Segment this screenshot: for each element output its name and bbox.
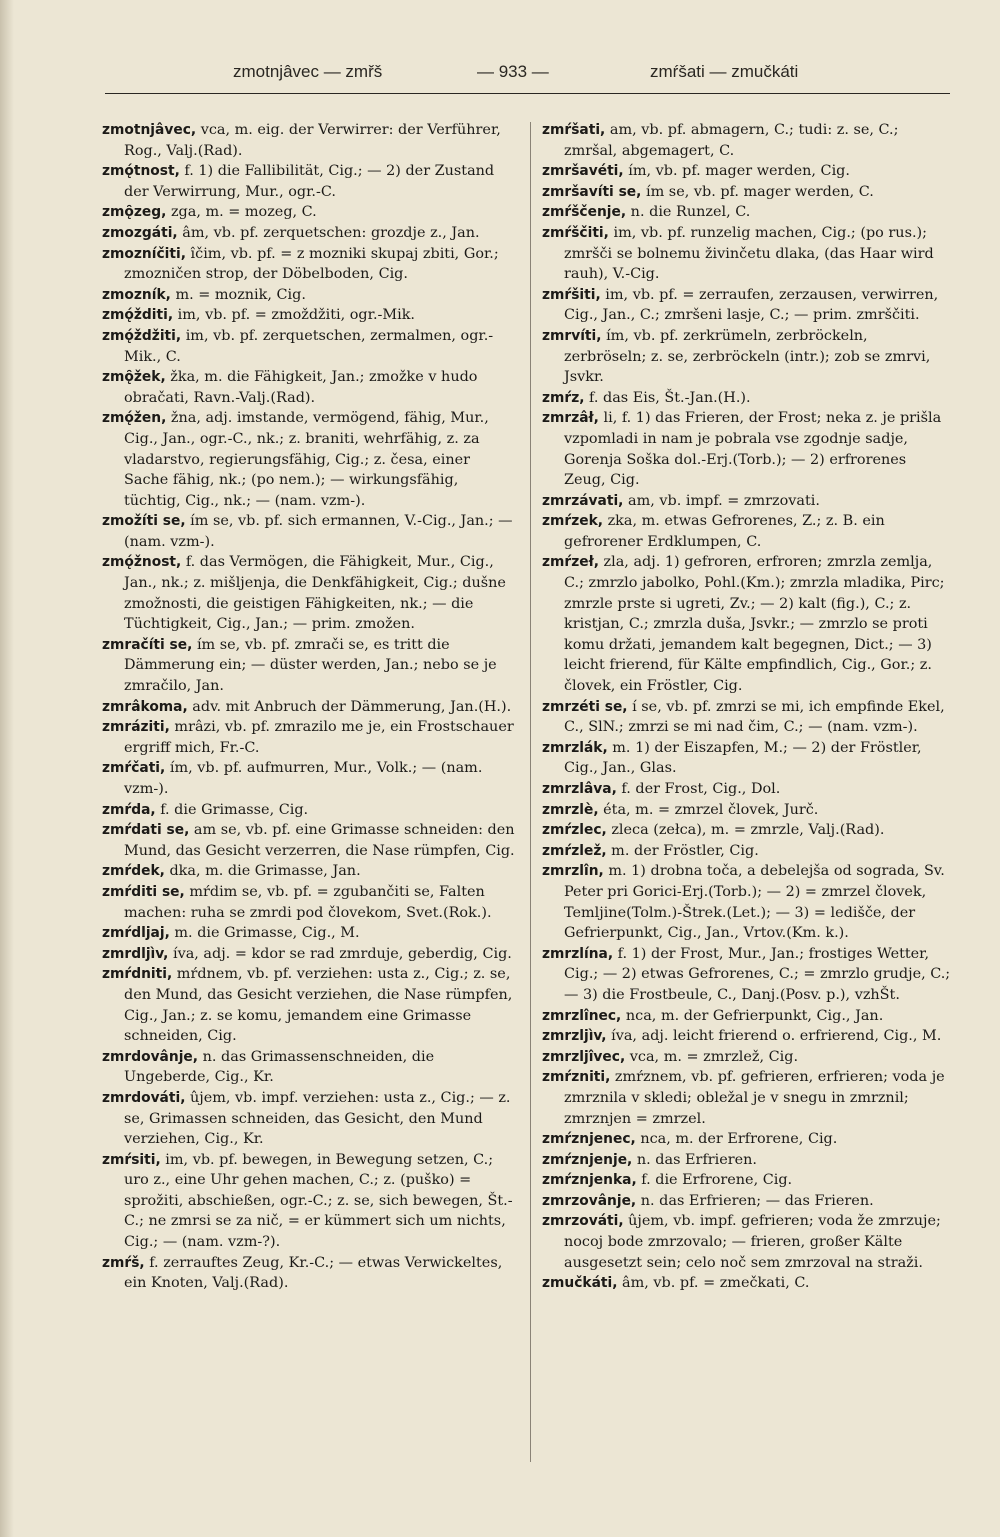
entry-headword: zmŕzniti, <box>542 1069 611 1086</box>
entry-definition: zleca (zełca), m. = zmrzle, Valj.(Rad). <box>606 822 885 839</box>
dictionary-entry <box>102 223 516 244</box>
dictionary-entry <box>102 326 516 367</box>
dictionary-entry <box>542 1006 952 1027</box>
entry-headword: zmrzlîn, <box>542 863 604 880</box>
entry-headword: zmotnjâvec, <box>102 122 197 138</box>
entry-definition: íva, adj. leicht frierend o. erfrierend, Cig., M. <box>606 1028 942 1045</box>
left-column <box>102 120 516 1294</box>
dictionary-entry <box>102 882 516 923</box>
entry-definition: n. die Runzel, C. <box>626 204 751 221</box>
entry-headword: zmŕz, <box>542 389 585 406</box>
dictionary-entry <box>542 944 952 1006</box>
dictionary-entry <box>542 1273 952 1294</box>
entry-definition: im, vb. pf. runzelig machen, Cig.; (po rus.); zmršči se bolnemu živinčetu dlaka, (das Haar wird rauh), V.-Cig. <box>564 224 934 283</box>
entry-headword: zmrzlînec, <box>542 1007 622 1024</box>
dictionary-entry <box>102 697 516 718</box>
entry-headword: zmrzljìv, <box>542 1028 607 1045</box>
entry-headword: zmrzlák, <box>542 739 608 756</box>
entry-headword: zmrvíti, <box>542 327 602 344</box>
entry-definition: m. die Grimasse, Cig., M. <box>169 925 360 942</box>
dictionary-entry <box>542 1026 952 1047</box>
entry-definition: mŕdim se, vb. pf. = zgubančiti se, Falten machen: ruha se zmrdi pod človekom, Svet.(Rok.). <box>124 883 492 921</box>
entry-headword: zmrâkoma, <box>102 698 188 715</box>
page-edge-shadow <box>0 0 14 1537</box>
entry-definition: žka, m. die Fähigkeit, Jan.; zmožke v hudo obračati, Ravn.-Valj.(Rad). <box>124 369 478 406</box>
entry-definition: im, vb. pf. = zmoždžiti, ogr.-Mik. <box>173 307 416 324</box>
dictionary-entry <box>542 491 952 512</box>
entry-headword: zmozníčiti, <box>102 245 186 262</box>
dictionary-entry <box>542 779 952 800</box>
entry-definition: îčim, vb. pf. = z mozniki skupaj zbiti, Gor.; zmozničen strop, der Döbelboden, Cig. <box>124 245 499 283</box>
entry-definition: li, f. 1) das Frieren, der Frost; neka z. je prišla vzpomladi in nam je pobrala vse zgodnje sadje, Gorenja Soška dol.-Erj.(Torb.); — 2) erfrorenes Zeug, Cig. <box>564 410 942 489</box>
dictionary-entry <box>102 161 516 202</box>
dictionary-entry <box>102 305 516 326</box>
entry-headword: zmozgáti, <box>102 224 178 241</box>
entry-headword: zmŕsiti, <box>102 1151 161 1168</box>
dictionary-entry <box>542 820 952 841</box>
entry-headword: zmŕzeł, <box>542 554 599 571</box>
entry-definition: im, vb. pf. zerquetschen, zermalmen, ogr.-Mik., C. <box>124 327 494 365</box>
entry-headword: zmrzljîvec, <box>542 1048 626 1065</box>
entry-definition: âm, vb. pf. = zmečkati, C. <box>617 1275 810 1292</box>
right-column <box>542 120 952 1294</box>
dictionary-entry <box>542 1047 952 1068</box>
dictionary-entry <box>542 738 952 779</box>
dictionary-entry <box>542 697 952 738</box>
entry-definition: am, vb. impf. = zmrzovati. <box>623 492 820 509</box>
entry-definition: am se, vb. pf. eine Grimasse schneiden: den Mund, das Gesicht verzerren, die Nase rümpfen, Cig. <box>124 822 515 859</box>
dictionary-entry <box>102 1150 516 1253</box>
entry-headword: zmožíti se, <box>102 513 186 530</box>
entry-definition: m. = moznik, Cig. <box>170 286 306 303</box>
entry-headword: zmŕčati, <box>102 760 166 777</box>
dictionary-entry <box>102 367 516 408</box>
entry-headword: zmŕznjenje, <box>542 1151 633 1168</box>
entry-definition: vca, m. = zmrzlež, Cig. <box>625 1048 799 1065</box>
entry-headword: zmrzávati, <box>542 492 624 509</box>
entry-headword: zmŕzek, <box>542 513 604 530</box>
column-divider <box>530 122 531 1462</box>
dictionary-entry <box>542 1170 952 1191</box>
entry-definition: f. das Vermögen, die Fähigkeit, Mur., Cig., Jan., nk.; z. mišljenja, die Denkfähigkeit, Cig.; dušne zmožnosti, die geistigen Fähigkeiten, nk.; — die Tüchtigkeit, Cig., Jan.; — prim. zmožen. <box>124 554 506 633</box>
entry-headword: zmŕšiti, <box>542 286 601 303</box>
entry-definition: ím se, vb. pf. zmrači se, es tritt die Dämmerung ein; — düster werden, Jan.; nebo se je zmračilo, Jan. <box>124 636 497 695</box>
dictionary-entry <box>102 964 516 1046</box>
dictionary-entry <box>102 944 516 965</box>
entry-headword: zmǫ́žen, <box>102 410 167 427</box>
dictionary-entry <box>102 758 516 799</box>
entry-definition: n. das Erfrieren; — das Frieren. <box>636 1192 874 1209</box>
header-left-guideword: zmotnjâvec — zmřš <box>233 62 383 81</box>
entry-headword: zmǫ́tnost, <box>102 163 180 180</box>
dictionary-entry <box>102 511 516 552</box>
entry-definition: žna, adj. imstande, vermögend, fähig, Mur., Cig., Jan., ogr.-C., nk.; z. braniti, wehrfähig, z. za vladarstvo, regierungsfähig, Cig.; z. česa, einer Sache fähig, nk.; (po nem.); — wirkungsfähig, tüchtig, Cig., nk.; — (nam. vzm-). <box>124 410 489 509</box>
dictionary-entry <box>542 841 952 862</box>
entry-headword: zmrzováti, <box>542 1213 624 1230</box>
entry-headword: zmrzâł, <box>542 410 599 427</box>
entry-headword: zmršavéti, <box>542 163 624 180</box>
entry-definition: nca, m. der Gefrierpunkt, Cig., Jan. <box>621 1007 884 1024</box>
entry-headword: zmǫ́žditi, <box>102 307 174 324</box>
dictionary-entry <box>102 923 516 944</box>
entry-definition: zka, m. etwas Gefrorenes, Z.; z. B. ein gefrorener Erdklumpen, C. <box>564 513 885 550</box>
entry-definition: dka, m. die Grimasse, Jan. <box>164 863 361 880</box>
entry-definition: m. der Fröstler, Cig. <box>606 842 759 859</box>
entry-headword: zmrzéti se, <box>542 698 628 715</box>
entry-definition: ím, vb. pf. zerkrümeln, zerbröckeln, zerbröseln; z. se, zerbröckeln (intr.); zob se zmrvi, Jsvkr. <box>564 327 931 386</box>
entry-definition: nca, m. der Erfrorene, Cig. <box>635 1131 838 1148</box>
dictionary-entry <box>102 717 516 758</box>
dictionary-entry <box>542 1129 952 1150</box>
entry-headword: zmŕdniti, <box>102 966 173 983</box>
dictionary-entry <box>542 861 952 943</box>
dictionary-entry <box>102 202 516 223</box>
entry-headword: zmŕščiti, <box>542 224 609 241</box>
dictionary-entry <box>542 800 952 821</box>
entry-headword: zmrzlína, <box>542 945 614 962</box>
entry-definition: ím, vb. pf. mager werden, Cig. <box>623 163 850 180</box>
dictionary-entry <box>542 1150 952 1171</box>
dictionary-entry <box>542 388 952 409</box>
entry-definition: mŕdnem, vb. pf. verziehen: usta z., Cig.; z. se, den Mund, das Gesicht verziehen, die Nase rümpfen, Cig., Jan.; z. se komu, jemandem eine Grimasse schneiden, Cig. <box>124 966 513 1045</box>
entry-definition: f. 1) die Fallibilität, Cig.; — 2) der Zustand der Verwirrung, Mur., ogr.-C. <box>124 163 495 200</box>
entry-definition: n. das Grimassenschneiden, die Ungeberde, Cig., Kr. <box>124 1048 435 1086</box>
entry-headword: zmršavíti se, <box>542 183 642 200</box>
dictionary-entry <box>102 285 516 306</box>
entry-headword: zmozník, <box>102 286 171 303</box>
dictionary-entry <box>542 552 952 696</box>
entry-definition: éta, m. = zmrzel človek, Jurč. <box>598 801 819 818</box>
entry-definition: í se, vb. pf. zmrzi se mi, ich empfinde Ekel, C., SlN.; zmrzi se mi nad čim, C.; — (nam. vzm-). <box>564 698 945 736</box>
dictionary-entry <box>542 1067 952 1129</box>
entry-headword: zmŕditi se, <box>102 883 185 900</box>
entry-definition: n. das Erfrieren. <box>632 1151 758 1168</box>
dictionary-entry <box>542 285 952 326</box>
dictionary-entry <box>542 326 952 388</box>
entry-definition: f. die Erfrorene, Cig. <box>636 1172 793 1189</box>
dictionary-entry <box>102 244 516 285</box>
entry-definition: âm, vb. pf. zerquetschen: grozdje z., Jan. <box>177 224 480 241</box>
page-number: — 933 — <box>477 62 549 81</box>
entry-headword: zmŕda, <box>102 801 156 818</box>
entry-headword: zmǫ́ždžiti, <box>102 327 182 344</box>
entry-headword: zmǫ̑žek, <box>102 369 166 386</box>
entry-headword: zmŕdljaj, <box>102 925 170 942</box>
dictionary-entry <box>542 120 952 161</box>
running-header <box>105 62 950 92</box>
entry-definition: f. der Frost, Cig., Dol. <box>616 781 781 797</box>
entry-headword: zmrzlâva, <box>542 781 617 797</box>
entry-headword: zmráziti, <box>102 719 170 736</box>
entry-headword: zmŕznjenec, <box>542 1131 636 1148</box>
header-right-guideword: zmŕšati — zmučkáti <box>650 62 799 81</box>
entry-headword: zmrdovânje, <box>102 1048 199 1065</box>
entry-headword: zmŕščenje, <box>542 204 627 221</box>
entry-definition: f. die Grimasse, Cig. <box>155 801 309 818</box>
entry-definition: f. das Eis, Št.-Jan.(H.). <box>584 389 751 406</box>
entry-definition: f. 1) der Frost, Mur., Jan.; frostiges Wetter, Cig.; — 2) etwas Gefrorenes, C.; = zmrzlo grudje, C.; — 3) die Frostbeule, C., Danj.(Posv. p.), vzhŠt. <box>564 945 951 1003</box>
entry-definition: ím se, vb. pf. sich ermannen, V.-Cig., Jan.; — (nam. vzm-). <box>124 513 513 550</box>
dictionary-entry <box>542 511 952 552</box>
dictionary-entry <box>102 1047 516 1088</box>
entry-definition: m. 1) drobna toča, a debelejša od sograda, Sv. Peter pri Gorici-Erj.(Torb.); — 2) = zmrzel človek, Temljine(Tolm.)-Štrek.(Let.); — 3) = ledišče, der Gefrierpunkt, Cig., Jan., Vrtov.(Km. k.). <box>564 863 945 942</box>
entry-headword: zmŕzlec, <box>542 822 607 839</box>
entry-definition: im, vb. pf. bewegen, in Bewegung setzen, C.; uro z., eine Uhr gehen machen, C.; z. (puško) = sprožiti, abschießen, ogr.-C.; z. se, sich bewegen, Št.-C.; ne zmrsi se za nič, = er kümmert sich um nichts, Cig.; — (nam. vzm-?). <box>124 1151 513 1251</box>
header-rule <box>105 93 950 94</box>
dictionary-entry <box>102 408 516 511</box>
entry-definition: mrâzi, vb. pf. zmrazilo me je, ein Frostschauer ergriff mich, Fr.-C. <box>124 719 514 756</box>
dictionary-entry <box>542 223 952 285</box>
dictionary-entry <box>102 861 516 882</box>
entry-definition: ím, vb. pf. aufmurren, Mur., Volk.; — (nam. vzm-). <box>124 760 483 797</box>
dictionary-entry <box>102 635 516 697</box>
entry-definition: zla, adj. 1) gefroren, erfroren; zmrzla zemlja, C.; zmrzlo jabolko, Pohl.(Km.); zmrzla mladika, Pirc; zmrzle prste si ugreti, Zv.; — 2) kalt (fig.), C.; z. kristjan, C.; zmrzla duša, Jsvkr.; — zmrzlo se proti komu držati, jemandem kalt begegnen, Dict.; — 3) leicht frierend, für Kälte empfindlich, Cig., Gor.; z. človek, ein Fröstler, Cig. <box>564 554 945 695</box>
entry-headword: zmrzlè, <box>542 801 599 818</box>
entry-headword: zmračíti se, <box>102 636 193 653</box>
dictionary-entry <box>102 120 516 161</box>
entry-headword: zmŕšati, <box>542 122 606 138</box>
dictionary-entry <box>102 800 516 821</box>
entry-headword: zmŕdek, <box>102 863 165 880</box>
entry-headword: zmŕdati se, <box>102 822 190 839</box>
entry-headword: zmučkáti, <box>542 1275 618 1292</box>
entry-headword: zmrdováti, <box>102 1089 186 1106</box>
dictionary-entry <box>102 820 516 861</box>
entry-headword: zmǫ́žnost, <box>102 554 182 571</box>
entry-definition: f. zerrauftes Zeug, Kr.-C.; — etwas Verwickeltes, ein Knoten, Valj.(Rad). <box>124 1254 503 1292</box>
entry-definition: ûjem, vb. impf. gefrieren; voda že zmrzuje; nocoj bode zmrzovalo; — frieren, großer Kälte ausgesetzt sein; celo noč sem zmrzoval na straži. <box>564 1213 941 1271</box>
dictionary-entry <box>542 408 952 490</box>
entry-headword: zmrzovânje, <box>542 1192 637 1209</box>
entry-definition: zmŕznem, vb. pf. gefrieren, erfrieren; voda je zmrznila v skledi; obležal je v snegu in zmrznil; zmrznjen = zmrzel. <box>564 1069 945 1127</box>
entry-headword: zmrdljìv, <box>102 945 169 962</box>
entry-definition: ûjem, vb. impf. verziehen: usta z., Cig.; — z. se, Grimassen schneiden, das Gesicht, den Mund verziehen, Cig., Kr. <box>124 1089 511 1148</box>
dictionary-entry <box>542 1191 952 1212</box>
entry-headword: zmŕzlež, <box>542 842 607 859</box>
entry-headword: zmŕš, <box>102 1254 145 1271</box>
dictionary-entry <box>102 552 516 634</box>
dictionary-entry <box>542 1211 952 1273</box>
dictionary-entry <box>542 161 952 182</box>
entry-definition: m. 1) der Eiszapfen, M.; — 2) der Fröstler, Cig., Jan., Glas. <box>564 739 922 777</box>
entry-headword: zmŕznjenka, <box>542 1172 637 1189</box>
entry-definition: íva, adj. = kdor se rad zmrduje, geberdig, Cig. <box>168 945 512 962</box>
entry-definition: adv. mit Anbruch der Dämmerung, Jan.(H.). <box>187 698 512 715</box>
entry-headword: zmǫ̑zeg, <box>102 204 167 221</box>
entry-definition: ím se, vb. pf. mager werden, C. <box>641 183 874 200</box>
entry-definition: zga, m. = mozeg, C. <box>166 204 317 221</box>
entry-definition: im, vb. pf. = zerraufen, zerzausen, verwirren, Cig., Jan., C.; zmršeni lasje, C.; — prim. zmrščiti. <box>564 286 939 324</box>
dictionary-entry <box>102 1253 516 1294</box>
dictionary-entry <box>542 182 952 203</box>
entry-definition: am, vb. pf. abmagern, C.; tudi: z. se, C.; zmršal, abgemagert, C. <box>564 122 899 159</box>
dictionary-entry <box>542 202 952 223</box>
dictionary-entry <box>102 1088 516 1150</box>
entry-definition: vca, m. eig. der Verwirrer: der Verführer, Rog., Valj.(Rad). <box>124 122 501 159</box>
